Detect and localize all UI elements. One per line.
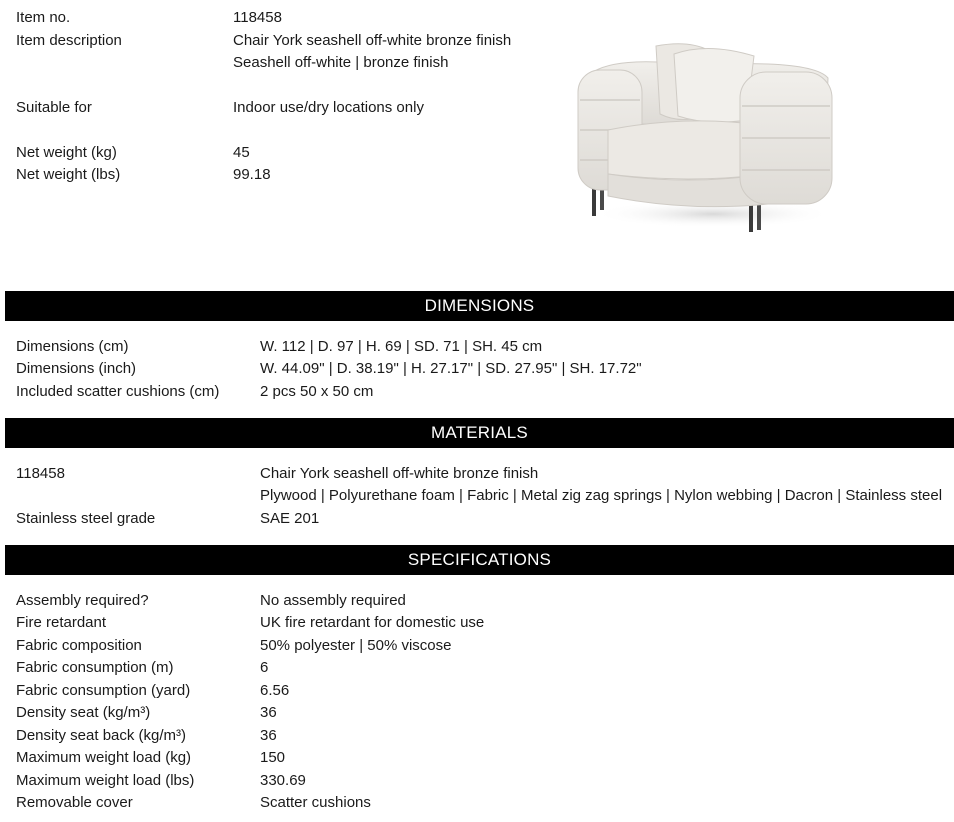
specifications-header: SPECIFICATIONS — [5, 545, 954, 575]
net-weight-lbs-value: 99.18 — [233, 166, 271, 183]
dimensions-header: DIMENSIONS — [5, 291, 954, 321]
net-weight-kg-label: Net weight (kg) — [16, 144, 117, 161]
row-value: Scatter cushions — [260, 794, 371, 811]
row-value: 6.56 — [260, 682, 290, 699]
row-value: SAE 201 — [260, 510, 320, 527]
row-label: Assembly required? — [16, 592, 149, 609]
row-value: 6 — [260, 659, 269, 676]
row-label: 118458 — [16, 465, 65, 482]
row-label: Density seat back (kg/m³) — [16, 727, 187, 744]
row-label: Dimensions (inch) — [16, 360, 137, 377]
row-value: 50% polyester | 50% viscose — [260, 637, 452, 654]
row-value: 330.69 — [260, 772, 306, 789]
row-value: W. 112 | D. 97 | H. 69 | SD. 71 | SH. 45 cm — [260, 338, 543, 355]
row-value: W. 44.09" | D. 38.19" | H. 27.17" | SD. 27.95" | SH. 17.72" — [260, 360, 642, 377]
row-label: Included scatter cushions (cm) — [16, 383, 220, 400]
item-no-label: Item no. — [16, 9, 71, 26]
row-label: Stainless steel grade — [16, 510, 156, 527]
row-value: 150 — [260, 749, 286, 766]
item-no-value: 118458 — [233, 9, 282, 26]
row-value: No assembly required — [260, 592, 406, 609]
row-label: Fire retardant — [16, 614, 107, 631]
row-label: Fabric consumption (yard) — [16, 682, 191, 699]
row-label: Density seat (kg/m³) — [16, 704, 151, 721]
row-label: Dimensions (cm) — [16, 338, 129, 355]
row-value: 2 pcs 50 x 50 cm — [260, 383, 374, 400]
suitable-for-label: Suitable for — [16, 99, 92, 116]
materials-header: MATERIALS — [5, 418, 954, 448]
row-label: Fabric consumption (m) — [16, 659, 174, 676]
item-description-value: Chair York seashell off-white bronze finish — [233, 32, 512, 49]
row-label: Removable cover — [16, 794, 133, 811]
row-label: Fabric composition — [16, 637, 142, 654]
row-value: 36 — [260, 704, 277, 721]
suitable-for-value: Indoor use/dry locations only — [233, 99, 424, 116]
item-description-label: Item description — [16, 32, 122, 49]
row-label: Maximum weight load (kg) — [16, 749, 192, 766]
row-value: Chair York seashell off-white bronze finish — [260, 465, 539, 482]
row-label: Maximum weight load (lbs) — [16, 772, 195, 789]
row-value: UK fire retardant for domestic use — [260, 614, 485, 631]
row-value: 36 — [260, 727, 277, 744]
net-weight-kg-value: 45 — [233, 144, 250, 161]
row-value: Plywood | Polyurethane foam | Fabric | Metal zig zag springs | Nylon webbing | Dacron | Stainless steel — [260, 487, 943, 504]
net-weight-lbs-label: Net weight (lbs) — [16, 166, 121, 183]
item-description-value-2: Seashell off-white | bronze finish — [233, 54, 449, 71]
armchair-image — [568, 34, 840, 239]
